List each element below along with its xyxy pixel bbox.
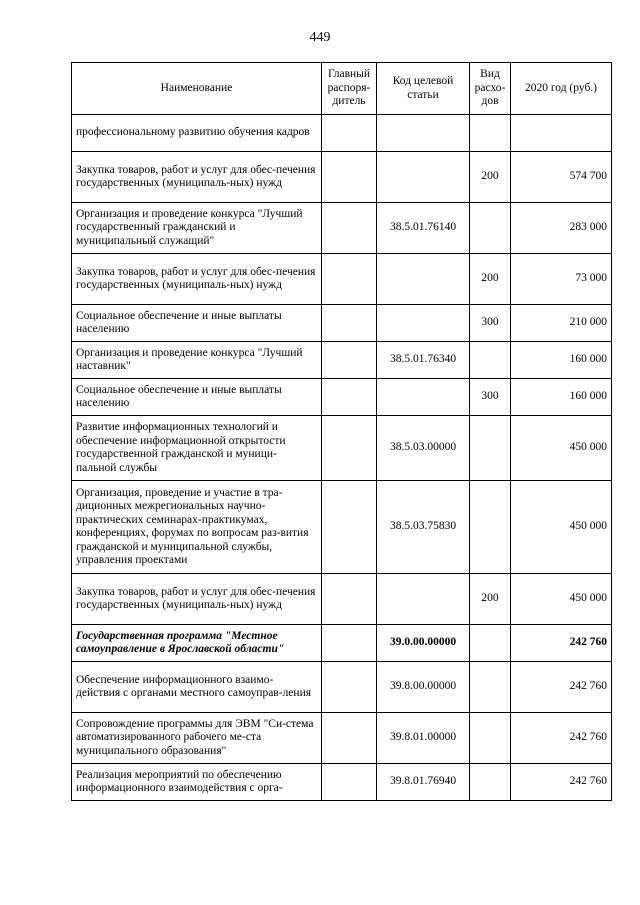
cell-sum: 160 000 — [511, 379, 612, 416]
table-row — [72, 662, 612, 713]
cell-name: Организация и проведение конкурса "Лучший государственный гражданский и муниципальный служащий" — [72, 203, 322, 254]
table-row — [72, 379, 612, 416]
column-header-vid: Вид расхо-дов — [470, 63, 511, 115]
cell-code: 39.8.00.00000 — [377, 662, 470, 713]
budget-table — [71, 62, 612, 801]
cell-code — [377, 152, 470, 203]
cell-glav — [322, 481, 377, 574]
cell-sum: 210 000 — [511, 305, 612, 342]
cell-vid: 200 — [470, 254, 511, 305]
cell-sum: 73 000 — [511, 254, 612, 305]
cell-name: Закупка товаров, работ и услуг для обес-печения государственных (муниципаль-ных) нужд — [72, 574, 322, 625]
table-row — [72, 254, 612, 305]
table-row — [72, 625, 612, 662]
table-row — [72, 115, 612, 152]
cell-code: 38.5.03.75830 — [377, 481, 470, 574]
cell-vid — [470, 115, 511, 152]
cell-sum: 242 760 — [511, 625, 612, 662]
cell-name: Сопровождение программы для ЭВМ "Си-стема автоматизированного рабочего ме-ста муниципального образования" — [72, 713, 322, 764]
cell-code: 39.8.01.00000 — [377, 713, 470, 764]
cell-name: Закупка товаров, работ и услуг для обес-печения государственных (муниципаль-ных) нужд — [72, 254, 322, 305]
cell-vid: 300 — [470, 379, 511, 416]
cell-code: 38.5.03.00000 — [377, 416, 470, 481]
table-row — [72, 481, 612, 574]
cell-sum: 283 000 — [511, 203, 612, 254]
column-header-name: Наименование — [72, 63, 322, 115]
cell-sum: 242 760 — [511, 662, 612, 713]
cell-glav — [322, 254, 377, 305]
cell-name: Организация, проведение и участие в тра-диционных межрегиональных научно-практических семинарах-практикумах, конференциях, форумах по вопросам раз-вития гражданской и муниципальной службы, управления проектами — [72, 481, 322, 574]
cell-glav — [322, 713, 377, 764]
column-header-code: Код целевой статьи — [377, 63, 470, 115]
cell-glav — [322, 625, 377, 662]
table-row — [72, 764, 612, 801]
cell-sum: 242 760 — [511, 713, 612, 764]
cell-sum: 450 000 — [511, 416, 612, 481]
cell-name: Социальное обеспечение и иные выплаты населению — [72, 305, 322, 342]
cell-sum: 450 000 — [511, 574, 612, 625]
cell-vid — [470, 416, 511, 481]
cell-sum: 450 000 — [511, 481, 612, 574]
cell-glav — [322, 152, 377, 203]
cell-glav — [322, 342, 377, 379]
table-row — [72, 574, 612, 625]
table-body — [72, 115, 612, 801]
page-number: 449 — [309, 30, 331, 45]
cell-sum: 574 700 — [511, 152, 612, 203]
cell-code: 39.0.00.00000 — [377, 625, 470, 662]
cell-name: Государственная программа "Местное самоуправление в Ярославской области" — [72, 625, 322, 662]
cell-code — [377, 254, 470, 305]
cell-vid: 300 — [470, 305, 511, 342]
cell-glav — [322, 416, 377, 481]
table-header-row — [72, 63, 612, 115]
cell-vid — [470, 662, 511, 713]
cell-sum — [511, 115, 612, 152]
cell-name: Обеспечение информационного взаимо-действия с органами местного самоуправ-ления — [72, 662, 322, 713]
cell-sum: 160 000 — [511, 342, 612, 379]
cell-code: 38.5.01.76340 — [377, 342, 470, 379]
cell-glav — [322, 574, 377, 625]
cell-vid: 200 — [470, 574, 511, 625]
cell-glav — [322, 764, 377, 801]
cell-name: Социальное обеспечение и иные выплаты населению — [72, 379, 322, 416]
column-header-sum: 2020 год (руб.) — [511, 63, 612, 115]
column-header-glav: Главный распоря-дитель — [322, 63, 377, 115]
cell-vid — [470, 481, 511, 574]
cell-name: Реализация мероприятий по обеспечению информационного взаимодействия с орга- — [72, 764, 322, 801]
cell-code: 38.5.01.76140 — [377, 203, 470, 254]
table-row — [72, 203, 612, 254]
table-row — [72, 305, 612, 342]
cell-glav — [322, 379, 377, 416]
cell-glav — [322, 662, 377, 713]
cell-vid — [470, 203, 511, 254]
cell-code — [377, 379, 470, 416]
cell-glav — [322, 203, 377, 254]
cell-vid — [470, 764, 511, 801]
cell-sum: 242 760 — [511, 764, 612, 801]
cell-code — [377, 574, 470, 625]
cell-glav — [322, 115, 377, 152]
cell-code — [377, 305, 470, 342]
table-row — [72, 416, 612, 481]
table-row — [72, 152, 612, 203]
cell-vid — [470, 713, 511, 764]
cell-vid — [470, 342, 511, 379]
cell-glav — [322, 305, 377, 342]
cell-name: Закупка товаров, работ и услуг для обес-печения государственных (муниципаль-ных) нужд — [72, 152, 322, 203]
cell-code — [377, 115, 470, 152]
cell-code: 39.8.01.76940 — [377, 764, 470, 801]
cell-name: профессиональному развитию обучения кадров — [72, 115, 322, 152]
cell-name: Организация и проведение конкурса "Лучший наставник" — [72, 342, 322, 379]
cell-name: Развитие информационных технологий и обеспечение информационной открытости государственной гражданской и муници-пальной службы — [72, 416, 322, 481]
table-row — [72, 713, 612, 764]
table-row — [72, 342, 612, 379]
cell-vid: 200 — [470, 152, 511, 203]
cell-vid — [470, 625, 511, 662]
